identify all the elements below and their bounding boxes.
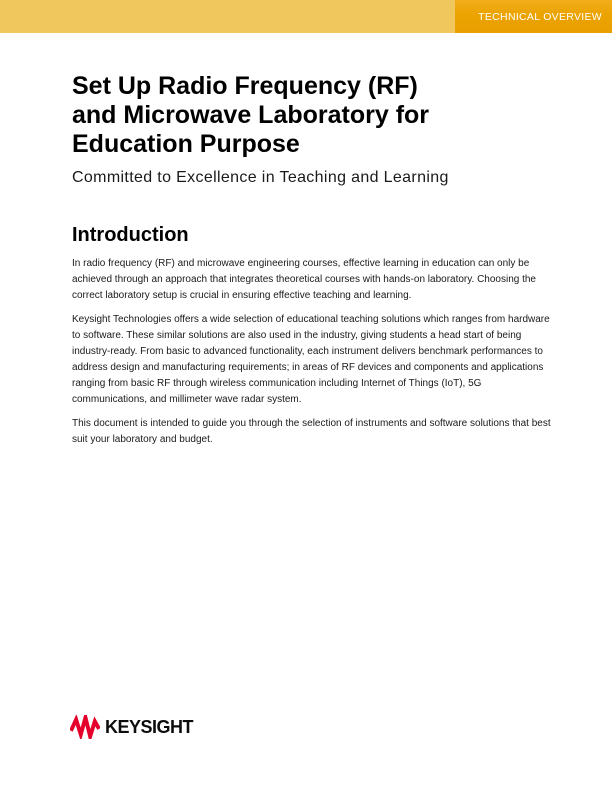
section-heading-introduction: Introduction	[72, 224, 189, 246]
keysight-spark-icon	[70, 715, 100, 739]
document-type-badge	[455, 0, 612, 33]
badge-label: TECHNICAL OVERVIEW	[478, 10, 602, 23]
title-line-2: and Microwave Laboratory for	[72, 101, 430, 129]
document-subtitle: Committed to Excellence in Teaching and Learning	[72, 169, 449, 186]
paragraph-text: communications, and millimeter wave radar system.	[72, 394, 302, 405]
intro-paragraph-2	[72, 312, 556, 408]
document-title	[72, 72, 556, 159]
paragraph-text: This document is intended to guide you through the selection of instruments and software solutions that best suit your laboratory and budget.	[72, 418, 551, 445]
intro-paragraph-3	[72, 416, 556, 448]
title-line-1: Set Up Radio Frequency (RF)	[72, 72, 418, 100]
keysight-logo	[70, 713, 193, 741]
paragraph-text: In radio frequency (RF) and microwave engineering courses, effective learning in education can only be achieved through an approach that integrates theoretical courses with hands-on laboratory. Choosing the correct laboratory setup is crucial in ensuring effective teaching and learning.	[72, 258, 536, 301]
paragraph-text: Keysight Technologies offers a wide selection of educational teaching solutions which ranges from hardware to software. These similar solutions are also used in the industry, giving students a head start of being industry-ready. From basic to advanced functionality, each instrument delivers benchmark performances to address design and manufacturing requirements; in areas of RF devices and components and applications ranging from basic RF through wireless communication including Internet of Things (IoT), 5G	[72, 314, 550, 389]
keysight-logo-text: KEYSIGHT	[105, 717, 194, 737]
content-area	[72, 33, 556, 448]
title-line-3: Education Purpose	[72, 130, 300, 158]
intro-paragraph-1	[72, 256, 556, 304]
